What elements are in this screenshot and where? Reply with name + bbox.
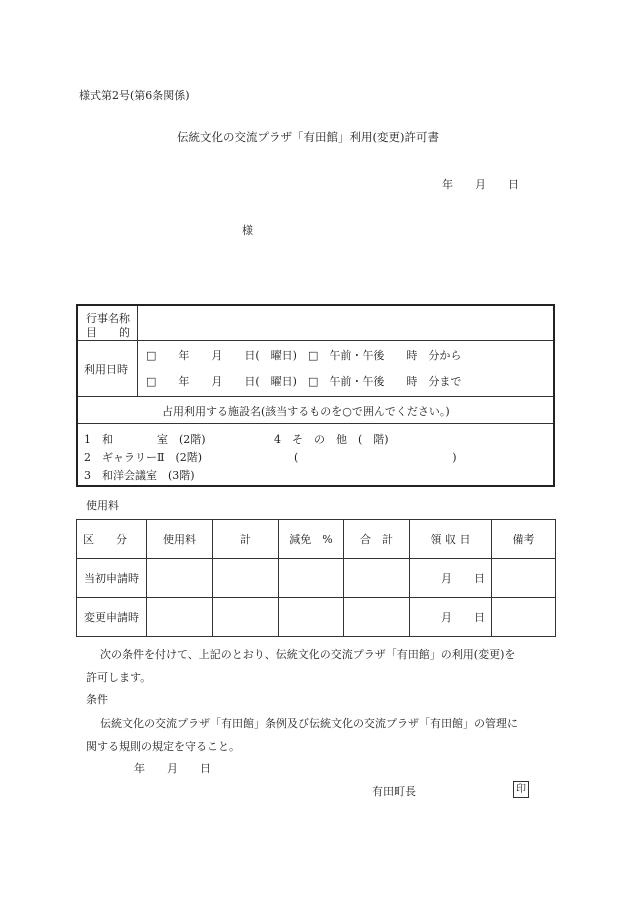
fee-cell (147, 598, 213, 637)
fee-cell (492, 559, 556, 598)
event-label-cell (78, 306, 138, 341)
fee-cell (213, 559, 279, 598)
row-label: 変更申請時 (77, 598, 147, 637)
usage-start: □ 年 月 日( 曜日) □ 午前・午後 時 分から (146, 349, 462, 362)
facility-other-blank: ( ) (294, 451, 457, 464)
fee-header: 区 分 (77, 520, 147, 559)
facility-item: 1 和 室 (2階) (84, 433, 206, 446)
form-number: 様式第2号(第6条関係) (79, 89, 190, 102)
fee-header: 減免 % (279, 520, 344, 559)
fee-cell (279, 598, 344, 637)
fee-cell (344, 559, 410, 598)
fee-section-label: 使用料 (86, 499, 119, 512)
fee-header: 備考 (492, 520, 556, 559)
issue-date: 年 月 日 (134, 762, 211, 775)
receipt-date: 月 日 (410, 559, 492, 598)
conditions-label: 条件 (86, 693, 108, 706)
seal-stamp: 印 (513, 781, 529, 798)
fee-cell (344, 598, 410, 637)
fee-header: 領 収 日 (410, 520, 492, 559)
usage-value-cell (138, 341, 553, 397)
main-table (76, 304, 555, 487)
table-row (77, 598, 556, 637)
facility-item: 3 和洋会議室 (3階) (84, 469, 195, 482)
row-label: 当初申請時 (77, 559, 147, 598)
facility-header-cell (78, 397, 553, 424)
facility-other: 4 そ の 他 ( 階) (274, 433, 389, 446)
event-purpose-label: 目 的 (86, 326, 130, 339)
facility-header: 占用利用する施設名(該当するものを○で囲んでください。) (162, 405, 450, 418)
fee-cell (147, 559, 213, 598)
statement-line-1: 次の条件を付けて、上記のとおり、伝統文化の交流プラザ「有田館」の利用(変更)を (100, 648, 516, 661)
fee-cell (279, 559, 344, 598)
receipt-date: 月 日 (410, 598, 492, 637)
usage-end: □ 年 月 日( 曜日) □ 午前・午後 時 分まで (146, 375, 462, 388)
facility-item: 2 ギャラリーⅡ (2階) (84, 451, 203, 464)
document-date: 年 月 日 (442, 178, 519, 191)
fee-header: 計 (213, 520, 279, 559)
usage-label-cell (78, 341, 138, 397)
condition-line-1: 伝統文化の交流プラザ「有田館」条例及び伝統文化の交流プラザ「有田館」の管理に (100, 717, 518, 730)
fee-table (76, 519, 556, 637)
fee-header: 合 計 (344, 520, 410, 559)
table-row (77, 559, 556, 598)
fee-header: 使用料 (147, 520, 213, 559)
document-title: 伝統文化の交流プラザ「有田館」利用(変更)許可書 (177, 130, 439, 144)
condition-line-2: 関する規則の規定を守ること。 (86, 740, 240, 753)
statement-line-2: 許可します。 (86, 671, 152, 684)
event-name-label: 行事名称 (86, 312, 130, 325)
fee-cell (492, 598, 556, 637)
fee-cell (213, 598, 279, 637)
addressee-suffix: 様 (242, 224, 253, 237)
fee-table-header-row (77, 520, 556, 559)
usage-label: 利用日時 (84, 363, 128, 376)
issuer-title: 有田町長 (372, 785, 416, 798)
event-value-cell (138, 306, 553, 341)
